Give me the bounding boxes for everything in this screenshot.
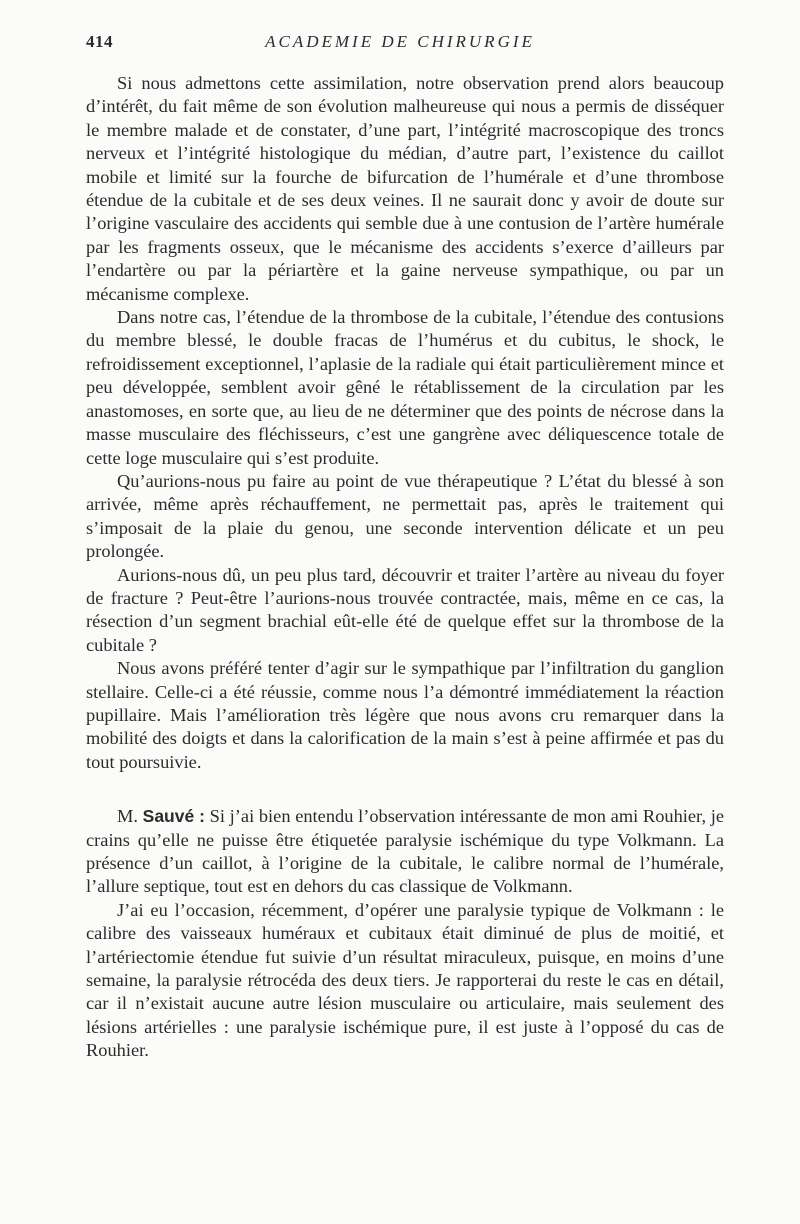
running-title: ACADEMIE DE CHIRURGIE xyxy=(265,32,535,51)
page-header xyxy=(86,32,714,54)
paragraph-artery-question: Aurions-nous dû, un peu plus tard, découvrir et traiter l’artère au niveau du foyer de fracture ? Peut-être l’aurions-nous trouvée contractée, mais, même en ce cas, la résection d’un segment brachial eût-elle été de quelque effet sur la thrombose de la cubitale ? xyxy=(86,564,724,655)
paragraph-sauve-intro xyxy=(86,805,724,899)
paragraph-sauve-case: J’ai eu l’occasion, récemment, d’opérer une paralysie typique de Volkmann : le calibre des vaisseaux huméraux et cubitaux était diminué de plus de moitié, et l’artériectomie étendue fut suivie d’un résultat miraculeux, puisque, en moins d’une semaine, la paralysie rétrocéda des deux tiers. Je rapporterai du reste le cas en détail, car il n’existait aucune autre lésion musculaire ou articulaire, mais seulement des lésions artérielles : une paralysie ischémique pure, il est juste à l’opposé du cas de Rouhier. xyxy=(86,899,724,1061)
speaker-prefix: M. xyxy=(117,806,138,827)
paragraph-our-case: Dans notre cas, l’étendue de la thrombose de la cubitale, l’étendue des contusions du membre blessé, le double fracas de l’humérus et du cubitus, le shock, le refroidissement exceptionnel, l’aplasie de la radiale qui était particulièrement mince et peu développée, semblent avoir gêné le rétablissement de la circulation par les anastomoses, en sorte que, au lieu de ne déterminer que des points de nécrose dans la masse musculaire des fléchisseurs, c’est une gangrène avec déliquescence totale de cette loge musculaire qui s’est produite. xyxy=(86,307,724,468)
speaker-name: Sauvé : xyxy=(142,806,205,827)
page-number: 414 xyxy=(86,32,113,51)
section-gap xyxy=(86,774,724,805)
paragraph-therapeutic: Qu’aurions-nous pu faire au point de vue thérapeutique ? L’état du blessé à son arrivée, même après réchauffement, ne permettait pas, après le traitement qui s’imposait de la plaie du genou, une seconde intervention délicate et un peu prolongée. xyxy=(86,470,724,562)
sauve-remark-text: Si j’ai bien entendu l’observation intéressante de mon ami Rouhier, je crains qu’elle ne puisse être étiquetée paralysie ischémique du type Volkmann. La présence d’un caillot, à l’origine de la cubitale, le calibre normal de l’humérale, l’allure septique, tout est en dehors du cas classique de Volkmann. xyxy=(86,806,724,897)
body-text xyxy=(86,72,724,1063)
paragraph-assimilation: Si nous admettons cette assimilation, notre observation prend alors beaucoup d’intérêt, du fait même de son évolution malheureuse qui nous a permis de disséquer le membre malade et de constater, d’une part, l’intégrité macroscopique des troncs nerveux et l’intégrité histologique du médian, d’autre part, l’existence du caillot mobile et limité sur la fourche de bifurcation de l’humérale et d’une thrombose étendue de la cubitale et de ses deux veines. Il ne saurait donc y avoir de doute sur l’origine vasculaire des accidents qui semble due à une contusion de l’artère humérale par les fragments osseux, que le mécanisme des accidents s’exerce d’ailleurs par l’endartère ou par la périartère et la gaine nerveuse sympathique, ou par un mécanisme complexe. xyxy=(86,73,724,304)
paragraph-sympathetic: Nous avons préféré tenter d’agir sur le sympathique par l’infiltration du ganglion stellaire. Celle-ci a été réussie, comme nous l’a démontré immédiatement la réaction pupillaire. Mais l’amélioration très légère que nous avons cru remarquer dans la mobilité des doigts et dans la calorification de la main s’est à peine affirmée et pas du tout poursuivie. xyxy=(86,658,724,772)
